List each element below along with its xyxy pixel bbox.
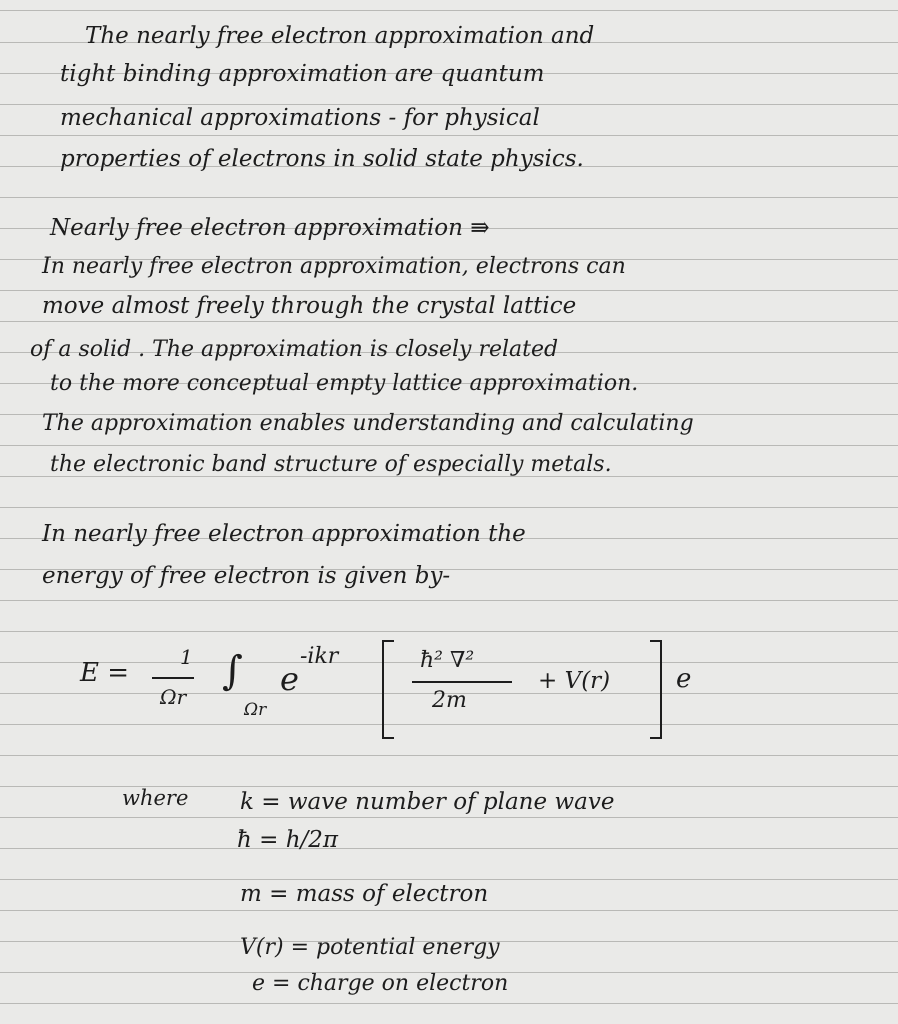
definitions-where: where — [122, 786, 189, 810]
section-line-4: to the more conceptual empty lattice approximation. — [50, 371, 639, 396]
equation-trailing-e: e — [676, 664, 692, 694]
equation-bracket-fraction-bar — [412, 681, 512, 683]
definition-k: k = wave number of plane wave — [240, 789, 615, 815]
section-line-5: The approximation enables understanding and calculating — [42, 411, 694, 436]
equation-fraction-numerator: 1 — [180, 645, 193, 669]
equation-lhs: E = — [80, 658, 130, 688]
equation-potential-term: + V(r) — [538, 668, 611, 694]
definition-v: V(r) = potential energy — [240, 935, 500, 960]
energy-intro-line-1: In nearly free electron approximation the — [42, 521, 526, 547]
equation-integral-sign: ∫ — [222, 648, 243, 694]
intro-line-4: properties of electrons in solid state physics. — [60, 146, 584, 172]
equation-integral-subscript: Ωr — [244, 700, 267, 720]
definition-e: e = charge on electron — [252, 971, 509, 996]
equation-exponential-power: -ikr — [300, 644, 339, 669]
section-line-3: of a solid . The approximation is closely related — [30, 337, 559, 362]
energy-intro-line-2: energy of free electron is given by- — [42, 563, 451, 589]
equation-two-m: 2m — [432, 688, 467, 713]
section-line-6: the electronic band structure of especially metals. — [50, 452, 612, 477]
definition-m: m = mass of electron — [240, 881, 489, 907]
equation-right-bracket — [650, 640, 662, 739]
section-heading: Nearly free electron approximation ⇛ — [50, 215, 490, 241]
equation-hbar-nabla: ħ² ∇² — [420, 648, 475, 673]
equation-fraction-denominator: Ωr — [160, 685, 187, 709]
section-line-2: move almost freely through the crystal lattice — [42, 293, 577, 319]
intro-line-3: mechanical approximations - for physical — [60, 105, 540, 131]
intro-line-2: tight binding approximation are quantum — [60, 61, 545, 87]
section-line-1: In nearly free electron approximation, electrons can — [42, 254, 626, 279]
equation-fraction-bar — [152, 677, 194, 679]
equation-exponential-base: e — [280, 660, 299, 698]
equation-left-bracket — [382, 640, 394, 739]
intro-line-1: The nearly free electron approximation and — [85, 23, 595, 49]
definition-hbar: ħ = h/2π — [237, 827, 339, 853]
